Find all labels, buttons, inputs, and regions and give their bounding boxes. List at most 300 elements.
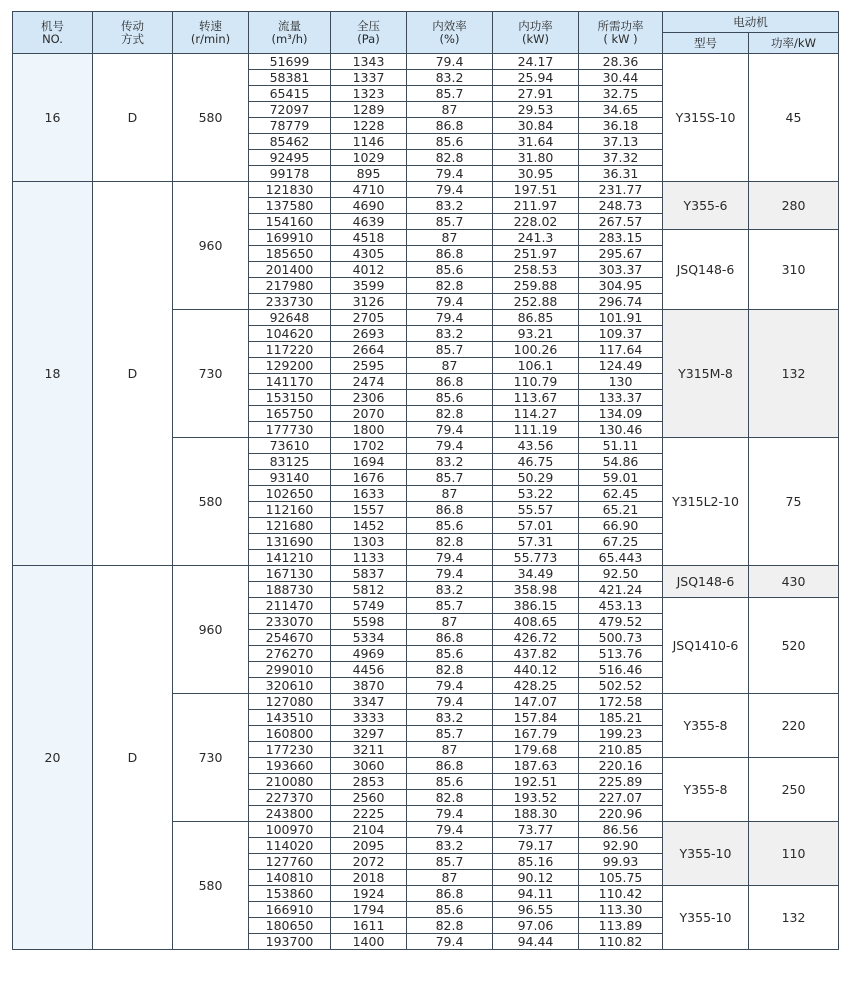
internal-power-cell: 94.11	[493, 886, 579, 902]
pressure-cell: 1794	[331, 902, 407, 918]
required-power-cell: 303.37	[579, 262, 663, 278]
pressure-cell: 1289	[331, 102, 407, 118]
internal-power-cell: 167.79	[493, 726, 579, 742]
pressure-cell: 3599	[331, 278, 407, 294]
motor-power-cell: 110	[749, 822, 839, 886]
motor-power-cell: 132	[749, 886, 839, 950]
efficiency-cell: 86.8	[407, 886, 493, 902]
flow-cell: 72097	[249, 102, 331, 118]
required-power-cell: 109.37	[579, 326, 663, 342]
header-flow-label: 流量 (m³/h)	[271, 18, 308, 46]
efficiency-cell: 82.8	[407, 918, 493, 934]
internal-power-cell: 437.82	[493, 646, 579, 662]
efficiency-cell: 85.7	[407, 470, 493, 486]
required-power-cell: 130.46	[579, 422, 663, 438]
pressure-cell: 2225	[331, 806, 407, 822]
flow-cell: 127080	[249, 694, 331, 710]
pressure-cell: 1343	[331, 54, 407, 70]
header-motor-model	[663, 33, 749, 54]
pressure-cell: 3347	[331, 694, 407, 710]
efficiency-cell: 79.4	[407, 694, 493, 710]
motor-model-cell: Y315L2-10	[663, 438, 749, 566]
flow-cell: 153150	[249, 390, 331, 406]
internal-power-cell: 24.17	[493, 54, 579, 70]
efficiency-cell: 85.7	[407, 854, 493, 870]
header-no	[13, 12, 93, 54]
efficiency-cell: 79.4	[407, 294, 493, 310]
flow-cell: 131690	[249, 534, 331, 550]
pressure-cell: 1337	[331, 70, 407, 86]
internal-power-cell: 188.30	[493, 806, 579, 822]
pressure-cell: 1633	[331, 486, 407, 502]
internal-power-cell: 187.63	[493, 758, 579, 774]
pressure-cell: 4639	[331, 214, 407, 230]
required-power-cell: 67.25	[579, 534, 663, 550]
efficiency-cell: 87	[407, 358, 493, 374]
flow-cell: 51699	[249, 54, 331, 70]
pressure-cell: 5837	[331, 566, 407, 582]
speed-cell: 580	[173, 54, 249, 182]
internal-power-cell: 428.25	[493, 678, 579, 694]
required-power-cell: 113.30	[579, 902, 663, 918]
required-power-cell: 130	[579, 374, 663, 390]
efficiency-cell: 79.4	[407, 550, 493, 566]
speed-cell: 960	[173, 182, 249, 310]
header-required-power	[579, 12, 663, 54]
table-row	[13, 182, 839, 198]
flow-cell: 160800	[249, 726, 331, 742]
flow-cell: 276270	[249, 646, 331, 662]
pressure-cell: 2095	[331, 838, 407, 854]
internal-power-cell: 228.02	[493, 214, 579, 230]
efficiency-cell: 83.2	[407, 838, 493, 854]
header-drive	[93, 12, 173, 54]
flow-cell: 112160	[249, 502, 331, 518]
motor-model-cell: Y315S-10	[663, 54, 749, 182]
required-power-cell: 32.75	[579, 86, 663, 102]
required-power-cell: 500.73	[579, 630, 663, 646]
header-motor-model-label: 型号	[694, 35, 717, 50]
efficiency-cell: 87	[407, 870, 493, 886]
flow-cell: 233730	[249, 294, 331, 310]
motor-model-cell: Y355-8	[663, 694, 749, 758]
internal-power-cell: 96.55	[493, 902, 579, 918]
internal-power-cell: 113.67	[493, 390, 579, 406]
required-power-cell: 37.32	[579, 150, 663, 166]
internal-power-cell: 100.26	[493, 342, 579, 358]
required-power-cell: 210.85	[579, 742, 663, 758]
pressure-cell: 5334	[331, 630, 407, 646]
flow-cell: 143510	[249, 710, 331, 726]
pressure-cell: 2595	[331, 358, 407, 374]
efficiency-cell: 85.7	[407, 342, 493, 358]
required-power-cell: 117.64	[579, 342, 663, 358]
internal-power-cell: 179.68	[493, 742, 579, 758]
efficiency-cell: 83.2	[407, 582, 493, 598]
pressure-cell: 1029	[331, 150, 407, 166]
internal-power-cell: 55.57	[493, 502, 579, 518]
motor-model-cell: Y355-10	[663, 822, 749, 886]
efficiency-cell: 85.6	[407, 518, 493, 534]
flow-cell: 233070	[249, 614, 331, 630]
efficiency-cell: 86.8	[407, 246, 493, 262]
efficiency-cell: 86.8	[407, 758, 493, 774]
drive-type-cell: D	[93, 566, 173, 950]
efficiency-cell: 86.8	[407, 502, 493, 518]
internal-power-cell: 386.15	[493, 598, 579, 614]
required-power-cell: 65.443	[579, 550, 663, 566]
flow-cell: 140810	[249, 870, 331, 886]
motor-model-cell: JSQ148-6	[663, 566, 749, 598]
flow-cell: 92495	[249, 150, 331, 166]
required-power-cell: 36.18	[579, 118, 663, 134]
machine-no-cell: 16	[13, 54, 93, 182]
efficiency-cell: 79.4	[407, 182, 493, 198]
motor-model-cell: Y355-8	[663, 758, 749, 822]
required-power-cell: 110.82	[579, 934, 663, 950]
flow-cell: 99178	[249, 166, 331, 182]
required-power-cell: 502.52	[579, 678, 663, 694]
efficiency-cell: 82.8	[407, 406, 493, 422]
pressure-cell: 3333	[331, 710, 407, 726]
efficiency-cell: 83.2	[407, 326, 493, 342]
internal-power-cell: 110.79	[493, 374, 579, 390]
internal-power-cell: 251.97	[493, 246, 579, 262]
pressure-cell: 3211	[331, 742, 407, 758]
flow-cell: 93140	[249, 470, 331, 486]
required-power-cell: 30.44	[579, 70, 663, 86]
motor-model-cell: Y355-6	[663, 182, 749, 230]
efficiency-cell: 83.2	[407, 70, 493, 86]
machine-no-cell: 18	[13, 182, 93, 566]
internal-power-cell: 86.85	[493, 310, 579, 326]
pressure-cell: 4518	[331, 230, 407, 246]
motor-power-cell: 45	[749, 54, 839, 182]
internal-power-cell: 85.16	[493, 854, 579, 870]
motor-power-cell: 220	[749, 694, 839, 758]
internal-power-cell: 53.22	[493, 486, 579, 502]
table-row	[13, 566, 839, 582]
speed-cell: 730	[173, 694, 249, 822]
internal-power-cell: 258.53	[493, 262, 579, 278]
required-power-cell: 283.15	[579, 230, 663, 246]
required-power-cell: 59.01	[579, 470, 663, 486]
internal-power-cell: 440.12	[493, 662, 579, 678]
pressure-cell: 2560	[331, 790, 407, 806]
required-power-cell: 101.91	[579, 310, 663, 326]
internal-power-cell: 94.44	[493, 934, 579, 950]
internal-power-cell: 93.21	[493, 326, 579, 342]
required-power-cell: 37.13	[579, 134, 663, 150]
efficiency-cell: 86.8	[407, 630, 493, 646]
flow-cell: 167130	[249, 566, 331, 582]
pressure-cell: 2104	[331, 822, 407, 838]
internal-power-cell: 34.49	[493, 566, 579, 582]
pressure-cell: 3060	[331, 758, 407, 774]
efficiency-cell: 86.8	[407, 374, 493, 390]
table-header	[13, 12, 839, 54]
pressure-cell: 1611	[331, 918, 407, 934]
speed-cell: 580	[173, 822, 249, 950]
required-power-cell: 172.58	[579, 694, 663, 710]
pressure-cell: 2693	[331, 326, 407, 342]
flow-cell: 154160	[249, 214, 331, 230]
motor-power-cell: 75	[749, 438, 839, 566]
required-power-cell: 62.45	[579, 486, 663, 502]
fan-spec-table	[12, 11, 839, 950]
internal-power-cell: 30.95	[493, 166, 579, 182]
motor-power-cell: 250	[749, 758, 839, 822]
required-power-cell: 304.95	[579, 278, 663, 294]
pressure-cell: 3126	[331, 294, 407, 310]
required-power-cell: 134.09	[579, 406, 663, 422]
motor-model-cell: JSQ1410-6	[663, 598, 749, 694]
internal-power-cell: 192.51	[493, 774, 579, 790]
internal-power-cell: 31.80	[493, 150, 579, 166]
required-power-cell: 267.57	[579, 214, 663, 230]
required-power-cell: 92.90	[579, 838, 663, 854]
flow-cell: 254670	[249, 630, 331, 646]
flow-cell: 153860	[249, 886, 331, 902]
internal-power-cell: 147.07	[493, 694, 579, 710]
pressure-cell: 2070	[331, 406, 407, 422]
efficiency-cell: 79.4	[407, 310, 493, 326]
required-power-cell: 105.75	[579, 870, 663, 886]
flow-cell: 137580	[249, 198, 331, 214]
required-power-cell: 479.52	[579, 614, 663, 630]
efficiency-cell: 82.8	[407, 278, 493, 294]
flow-cell: 114020	[249, 838, 331, 854]
flow-cell: 210080	[249, 774, 331, 790]
flow-cell: 73610	[249, 438, 331, 454]
efficiency-cell: 82.8	[407, 534, 493, 550]
pressure-cell: 1133	[331, 550, 407, 566]
flow-cell: 201400	[249, 262, 331, 278]
internal-power-cell: 252.88	[493, 294, 579, 310]
internal-power-cell: 27.91	[493, 86, 579, 102]
drive-type-cell: D	[93, 54, 173, 182]
required-power-cell: 28.36	[579, 54, 663, 70]
pressure-cell: 1303	[331, 534, 407, 550]
required-power-cell: 36.31	[579, 166, 663, 182]
pressure-cell: 4012	[331, 262, 407, 278]
motor-power-cell: 132	[749, 310, 839, 438]
header-no-label: 机号 NO.	[41, 18, 64, 46]
efficiency-cell: 85.7	[407, 214, 493, 230]
required-power-cell: 99.93	[579, 854, 663, 870]
internal-power-cell: 57.01	[493, 518, 579, 534]
pressure-cell: 1800	[331, 422, 407, 438]
required-power-cell: 110.42	[579, 886, 663, 902]
efficiency-cell: 85.6	[407, 390, 493, 406]
internal-power-cell: 106.1	[493, 358, 579, 374]
efficiency-cell: 86.8	[407, 118, 493, 134]
required-power-cell: 225.89	[579, 774, 663, 790]
flow-cell: 180650	[249, 918, 331, 934]
efficiency-cell: 85.7	[407, 86, 493, 102]
pressure-cell: 5812	[331, 582, 407, 598]
flow-cell: 227370	[249, 790, 331, 806]
internal-power-cell: 31.64	[493, 134, 579, 150]
flow-cell: 83125	[249, 454, 331, 470]
header-internal-power-label: 内功率 (kW)	[518, 18, 553, 46]
efficiency-cell: 79.4	[407, 422, 493, 438]
internal-power-cell: 157.84	[493, 710, 579, 726]
header-internal-power	[493, 12, 579, 54]
efficiency-cell: 87	[407, 486, 493, 502]
flow-cell: 185650	[249, 246, 331, 262]
efficiency-cell: 79.4	[407, 166, 493, 182]
flow-cell: 243800	[249, 806, 331, 822]
pressure-cell: 2474	[331, 374, 407, 390]
efficiency-cell: 79.4	[407, 806, 493, 822]
efficiency-cell: 79.4	[407, 438, 493, 454]
flow-cell: 211470	[249, 598, 331, 614]
internal-power-cell: 43.56	[493, 438, 579, 454]
required-power-cell: 65.21	[579, 502, 663, 518]
pressure-cell: 2306	[331, 390, 407, 406]
flow-cell: 85462	[249, 134, 331, 150]
header-motor-label: 电动机	[733, 14, 768, 29]
required-power-cell: 113.89	[579, 918, 663, 934]
efficiency-cell: 83.2	[407, 198, 493, 214]
flow-cell: 217980	[249, 278, 331, 294]
required-power-cell: 453.13	[579, 598, 663, 614]
table-body	[13, 54, 839, 950]
pressure-cell: 1452	[331, 518, 407, 534]
required-power-cell: 421.24	[579, 582, 663, 598]
header-motor	[663, 12, 839, 33]
speed-cell: 580	[173, 438, 249, 566]
efficiency-cell: 79.4	[407, 54, 493, 70]
internal-power-cell: 426.72	[493, 630, 579, 646]
pressure-cell: 1924	[331, 886, 407, 902]
pressure-cell: 1676	[331, 470, 407, 486]
internal-power-cell: 25.94	[493, 70, 579, 86]
flow-cell: 117220	[249, 342, 331, 358]
motor-power-cell: 280	[749, 182, 839, 230]
header-motor-power-label: 功率/kW	[771, 35, 816, 50]
required-power-cell: 231.77	[579, 182, 663, 198]
internal-power-cell: 46.75	[493, 454, 579, 470]
pressure-cell: 4305	[331, 246, 407, 262]
header-motor-power	[749, 33, 839, 54]
internal-power-cell: 79.17	[493, 838, 579, 854]
efficiency-cell: 85.6	[407, 902, 493, 918]
pressure-cell: 2853	[331, 774, 407, 790]
flow-cell: 177230	[249, 742, 331, 758]
required-power-cell: 124.49	[579, 358, 663, 374]
pressure-cell: 3870	[331, 678, 407, 694]
required-power-cell: 185.21	[579, 710, 663, 726]
motor-power-cell: 430	[749, 566, 839, 598]
required-power-cell: 227.07	[579, 790, 663, 806]
required-power-cell: 133.37	[579, 390, 663, 406]
efficiency-cell: 85.6	[407, 262, 493, 278]
pressure-cell: 1694	[331, 454, 407, 470]
flow-cell: 121680	[249, 518, 331, 534]
efficiency-cell: 82.8	[407, 150, 493, 166]
internal-power-cell: 50.29	[493, 470, 579, 486]
motor-power-cell: 520	[749, 598, 839, 694]
internal-power-cell: 358.98	[493, 582, 579, 598]
efficiency-cell: 85.6	[407, 646, 493, 662]
pressure-cell: 4690	[331, 198, 407, 214]
required-power-cell: 220.96	[579, 806, 663, 822]
internal-power-cell: 114.27	[493, 406, 579, 422]
efficiency-cell: 87	[407, 614, 493, 630]
required-power-cell: 92.50	[579, 566, 663, 582]
header-flow	[249, 12, 331, 54]
pressure-cell: 3297	[331, 726, 407, 742]
efficiency-cell: 87	[407, 102, 493, 118]
internal-power-cell: 211.97	[493, 198, 579, 214]
flow-cell: 129200	[249, 358, 331, 374]
pressure-cell: 895	[331, 166, 407, 182]
efficiency-cell: 85.7	[407, 726, 493, 742]
efficiency-cell: 83.2	[407, 454, 493, 470]
efficiency-cell: 85.6	[407, 774, 493, 790]
internal-power-cell: 90.12	[493, 870, 579, 886]
efficiency-cell: 79.4	[407, 678, 493, 694]
motor-model-cell: JSQ148-6	[663, 230, 749, 310]
flow-cell: 165750	[249, 406, 331, 422]
flow-cell: 65415	[249, 86, 331, 102]
flow-cell: 177730	[249, 422, 331, 438]
required-power-cell: 516.46	[579, 662, 663, 678]
table-container	[12, 11, 839, 950]
flow-cell: 166910	[249, 902, 331, 918]
internal-power-cell: 241.3	[493, 230, 579, 246]
pressure-cell: 1557	[331, 502, 407, 518]
internal-power-cell: 97.06	[493, 918, 579, 934]
drive-type-cell: D	[93, 182, 173, 566]
required-power-cell: 199.23	[579, 726, 663, 742]
required-power-cell: 66.90	[579, 518, 663, 534]
efficiency-cell: 79.4	[407, 822, 493, 838]
pressure-cell: 1146	[331, 134, 407, 150]
flow-cell: 193700	[249, 934, 331, 950]
flow-cell: 92648	[249, 310, 331, 326]
efficiency-cell: 79.4	[407, 566, 493, 582]
required-power-cell: 34.65	[579, 102, 663, 118]
flow-cell: 169910	[249, 230, 331, 246]
efficiency-cell: 85.6	[407, 134, 493, 150]
table-row	[13, 54, 839, 70]
internal-power-cell: 193.52	[493, 790, 579, 806]
header-pressure-label: 全压 (Pa)	[357, 18, 380, 46]
efficiency-cell: 79.4	[407, 934, 493, 950]
efficiency-cell: 82.8	[407, 790, 493, 806]
motor-power-cell: 310	[749, 230, 839, 310]
header-drive-label: 传动 方式	[121, 18, 144, 46]
machine-no-cell: 20	[13, 566, 93, 950]
flow-cell: 141170	[249, 374, 331, 390]
pressure-cell: 2018	[331, 870, 407, 886]
pressure-cell: 2705	[331, 310, 407, 326]
internal-power-cell: 259.88	[493, 278, 579, 294]
efficiency-cell: 85.7	[407, 598, 493, 614]
internal-power-cell: 197.51	[493, 182, 579, 198]
internal-power-cell: 73.77	[493, 822, 579, 838]
required-power-cell: 86.56	[579, 822, 663, 838]
pressure-cell: 2072	[331, 854, 407, 870]
internal-power-cell: 55.773	[493, 550, 579, 566]
pressure-cell: 4710	[331, 182, 407, 198]
flow-cell: 78779	[249, 118, 331, 134]
pressure-cell: 1228	[331, 118, 407, 134]
required-power-cell: 54.86	[579, 454, 663, 470]
